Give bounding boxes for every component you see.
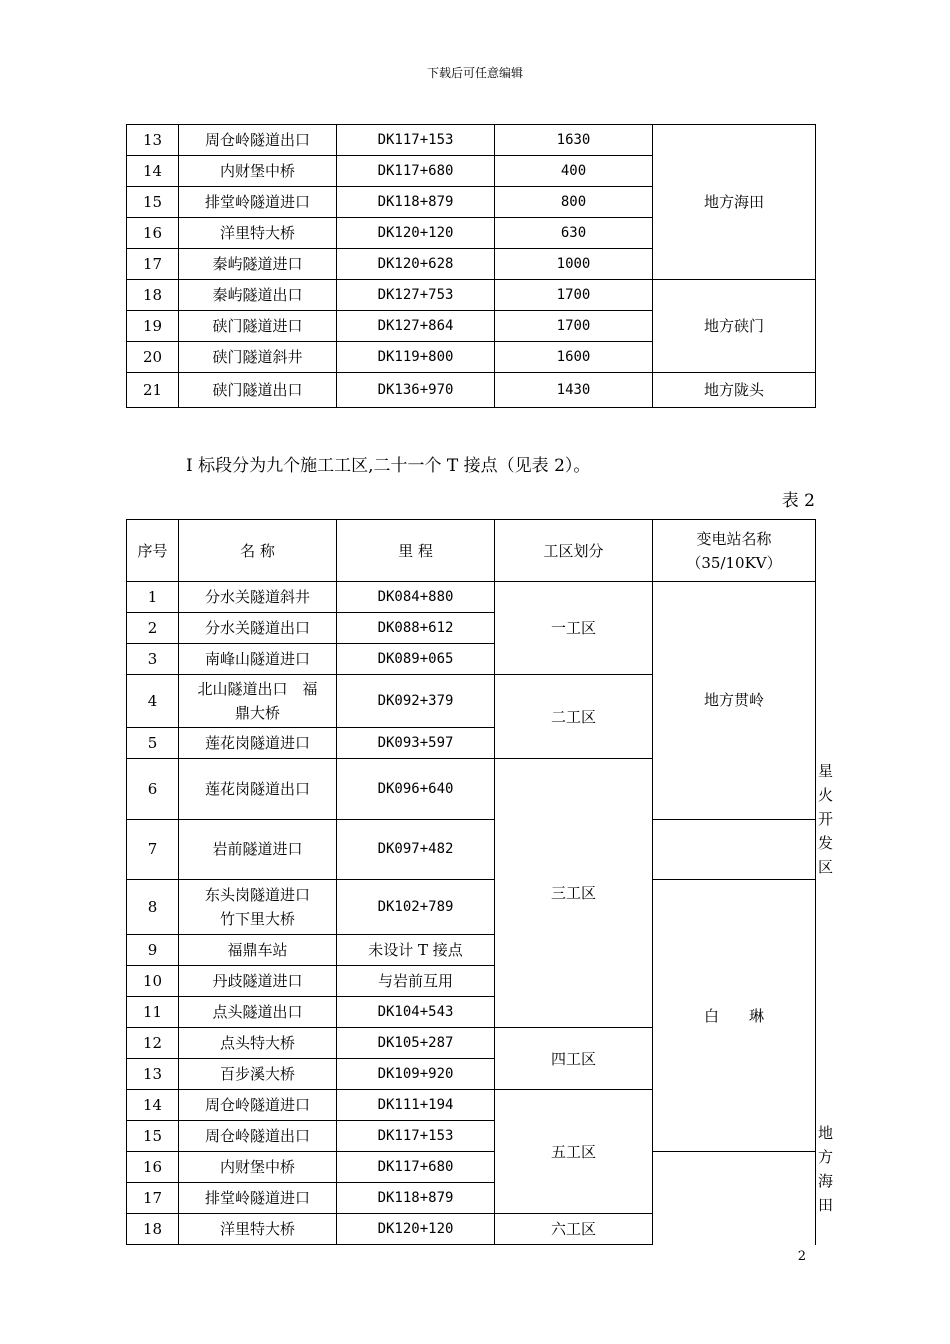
table-row (127, 819, 816, 880)
value: 1430 (495, 373, 653, 408)
row-number: 2 (127, 613, 179, 644)
mileage: DK104+543 (337, 997, 495, 1028)
row-number: 9 (127, 935, 179, 966)
row-number: 17 (127, 249, 179, 280)
table-row (127, 880, 816, 935)
value: 400 (495, 156, 653, 187)
location-name: 丹歧隧道进口 (179, 966, 337, 997)
location-name: 分水关隧道斜井 (179, 582, 337, 613)
table-row (127, 373, 816, 408)
mileage: DK120+628 (337, 249, 495, 280)
location-name: 洋里特大桥 (179, 1214, 337, 1245)
table-row (127, 582, 816, 613)
location-name: 福鼎车站 (179, 935, 337, 966)
location-name (179, 880, 337, 935)
row-number: 19 (127, 311, 179, 342)
row-number: 11 (127, 997, 179, 1028)
row-number: 14 (127, 1090, 179, 1121)
t-junction-table (126, 519, 834, 1245)
row-number: 15 (127, 1121, 179, 1152)
location-name-line2: 鼎大桥 (234, 704, 280, 722)
value: 1700 (495, 280, 653, 311)
mileage: DK102+789 (337, 880, 495, 935)
mileage: DK093+597 (337, 728, 495, 759)
row-number: 13 (127, 125, 179, 156)
value: 1630 (495, 125, 653, 156)
location-name: 莲花岗隧道进口 (179, 728, 337, 759)
row-number: 16 (127, 218, 179, 249)
location-name: 洋里特大桥 (179, 218, 337, 249)
table-row: 6 莲花岗隧道出口 DK096+640 三工区 星火开发区 (127, 759, 816, 820)
mileage: DK119+800 (337, 342, 495, 373)
substation-name: 地方陇头 (653, 373, 816, 408)
row-number: 5 (127, 728, 179, 759)
mileage: DK118+879 (337, 1183, 495, 1214)
substation-table-continued (126, 124, 816, 408)
value: 1600 (495, 342, 653, 373)
mileage: DK117+153 (337, 125, 495, 156)
table-row (127, 280, 816, 311)
row-number: 13 (127, 1059, 179, 1090)
header-mileage: 里 程 (337, 520, 495, 582)
table-caption: 表 2 (781, 491, 815, 511)
mileage: DK120+120 (337, 1214, 495, 1245)
location-name: 莲花岗隧道出口 (179, 759, 337, 820)
location-name: 点头特大桥 (179, 1028, 337, 1059)
mileage: DK096+640 (337, 759, 495, 820)
location-name: 硖门隧道出口 (179, 373, 337, 408)
mileage: DK105+287 (337, 1028, 495, 1059)
row-number: 18 (127, 280, 179, 311)
header-name: 名 称 (179, 520, 337, 582)
work-zone: 五工区 (495, 1090, 653, 1214)
value: 800 (495, 187, 653, 218)
row-number: 1 (127, 582, 179, 613)
location-name: 百步溪大桥 (179, 1059, 337, 1090)
location-name: 硖门隧道进口 (179, 311, 337, 342)
substation-name: 地方海田 (653, 125, 816, 280)
row-number: 14 (127, 156, 179, 187)
mileage: DK092+379 (337, 675, 495, 728)
row-number: 12 (127, 1028, 179, 1059)
location-name: 周仓岭隧道进口 (179, 1090, 337, 1121)
location-name-line1: 东头岗隧道进口 (204, 886, 310, 904)
mileage: DK117+680 (337, 156, 495, 187)
location-name: 排堂岭隧道进口 (179, 1183, 337, 1214)
location-name: 硖门隧道斜井 (179, 342, 337, 373)
row-number: 20 (127, 342, 179, 373)
mileage: DK111+194 (337, 1090, 495, 1121)
substation-name: 地方贯岭 (653, 582, 816, 820)
table-row (127, 125, 816, 156)
substation-name: 地方硖门 (653, 280, 816, 373)
row-number: 4 (127, 675, 179, 728)
location-name (179, 675, 337, 728)
work-zone: 六工区 (495, 1214, 653, 1245)
intro-paragraph: Ⅰ 标段分为九个施工工区,二十一个 T 接点（见表 2）。 (186, 456, 591, 476)
row-number: 15 (127, 187, 179, 218)
table-row: 15 周仓岭隧道出口 DK117+153 地方海田 (127, 1121, 816, 1152)
location-name: 内财堡中桥 (179, 1152, 337, 1183)
work-zone: 二工区 (495, 675, 653, 759)
row-number: 3 (127, 644, 179, 675)
table-header-row (127, 520, 816, 582)
mileage: DK127+753 (337, 280, 495, 311)
mileage: DK117+680 (337, 1152, 495, 1183)
location-name: 秦屿隧道出口 (179, 280, 337, 311)
table-row (127, 1183, 816, 1214)
mileage: DK118+879 (337, 187, 495, 218)
mileage: DK109+920 (337, 1059, 495, 1090)
location-name: 秦屿隧道进口 (179, 249, 337, 280)
page-header: 下载后可任意编辑 (426, 66, 523, 80)
row-number: 10 (127, 966, 179, 997)
location-name: 南峰山隧道进口 (179, 644, 337, 675)
value: 630 (495, 218, 653, 249)
row-number: 17 (127, 1183, 179, 1214)
location-name: 分水关隧道出口 (179, 613, 337, 644)
mileage: 未设计 T 接点 (337, 935, 495, 966)
work-zone: 一工区 (495, 582, 653, 675)
work-zone: 四工区 (495, 1028, 653, 1090)
table-row (127, 1214, 816, 1245)
substation-name: 白 琳 (653, 880, 816, 1152)
mileage: 与岩前互用 (337, 966, 495, 997)
location-name: 周仓岭隧道出口 (179, 1121, 337, 1152)
table-row (127, 1152, 816, 1183)
location-name-line1: 北山隧道出口 福 (197, 680, 318, 698)
row-number: 6 (127, 759, 179, 820)
header-substation-line1: 变电站名称 (696, 529, 772, 548)
value: 1700 (495, 311, 653, 342)
mileage: DK136+970 (337, 373, 495, 408)
row-number: 21 (127, 373, 179, 408)
mileage: DK117+153 (337, 1121, 495, 1152)
header-substation (653, 520, 816, 582)
location-name-line2: 竹下里大桥 (219, 910, 295, 928)
location-name: 内财堡中桥 (179, 156, 337, 187)
mileage: DK097+482 (337, 819, 495, 880)
location-name: 岩前隧道进口 (179, 819, 337, 880)
value: 1000 (495, 249, 653, 280)
page-number: 2 (797, 1249, 806, 1264)
row-number: 16 (127, 1152, 179, 1183)
mileage: DK127+864 (337, 311, 495, 342)
row-number: 8 (127, 880, 179, 935)
mileage: DK089+065 (337, 644, 495, 675)
mileage: DK084+880 (337, 582, 495, 613)
row-number: 7 (127, 819, 179, 880)
location-name: 排堂岭隧道进口 (179, 187, 337, 218)
row-number: 18 (127, 1214, 179, 1245)
header-zone: 工区划分 (495, 520, 653, 582)
header-substation-line2: （35/10KV） (686, 553, 782, 572)
work-zone: 三工区 (495, 759, 653, 1028)
location-name: 点头隧道出口 (179, 997, 337, 1028)
mileage: DK088+612 (337, 613, 495, 644)
header-number: 序号 (127, 520, 179, 582)
location-name: 周仓岭隧道出口 (179, 125, 337, 156)
mileage: DK120+120 (337, 218, 495, 249)
